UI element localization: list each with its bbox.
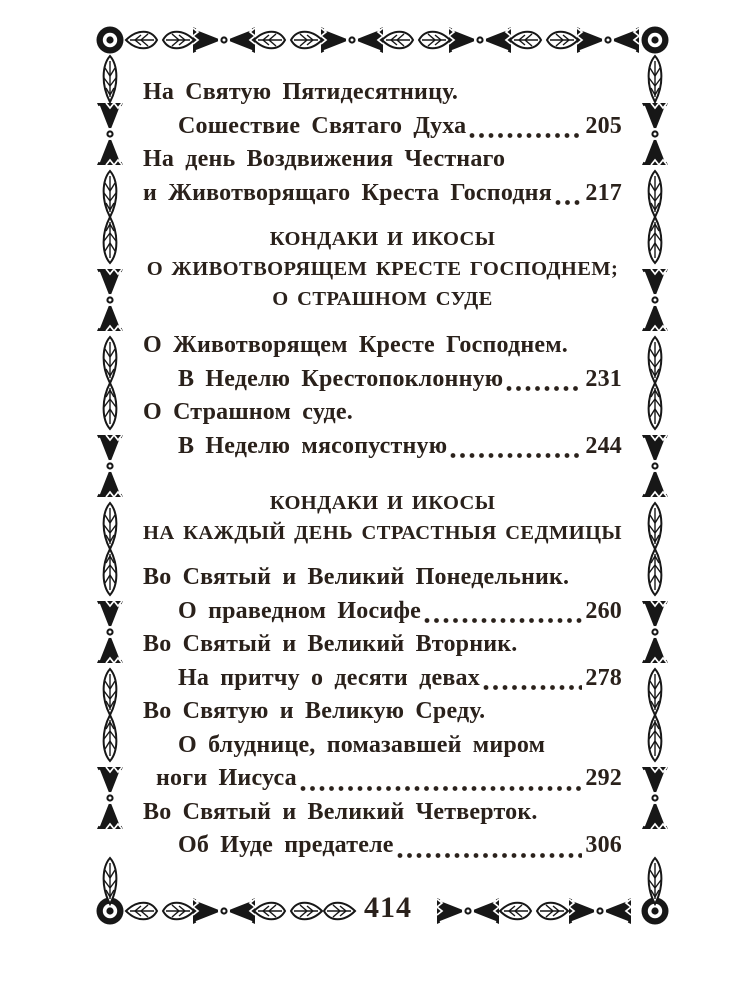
top-border-band <box>126 27 639 53</box>
toc-entry-group <box>143 329 622 463</box>
entry-title: В Неделю Крестопоклонную <box>178 365 504 392</box>
entry-title: О Животворящем Кресте Господнем. <box>143 332 568 358</box>
section-heading <box>143 224 622 314</box>
dot-leader <box>397 852 583 859</box>
dot-leader <box>506 385 582 392</box>
entry-title: На день Воздвижения Честнаго <box>143 146 506 172</box>
entry-page-number: 217 <box>585 179 622 206</box>
entry-page-number: 244 <box>585 432 622 459</box>
toc-entry-group <box>143 561 622 863</box>
toc-line <box>143 628 622 662</box>
right-border-band <box>642 103 668 829</box>
entry-title: Во Святый и Великий Вторник. <box>143 631 518 657</box>
toc-entry-group <box>143 76 622 210</box>
left-border-band <box>97 103 123 829</box>
table-of-contents <box>143 76 622 863</box>
toc-line <box>143 695 622 729</box>
toc-line <box>143 363 622 397</box>
heading-line: КОНДАКИ И ИКОСЫ <box>269 492 496 514</box>
corner-ornament-top-right <box>642 27 669 54</box>
toc-line <box>143 76 622 110</box>
corner-ornament-top-left <box>97 27 124 54</box>
heading-line: О СТРАШНОМ СУДЕ <box>272 288 493 310</box>
toc-line <box>143 729 622 763</box>
entry-title: Сошествие Святаго Духа <box>178 112 467 139</box>
toc-line <box>143 110 622 144</box>
entry-title: О Страшном суде. <box>143 399 353 425</box>
page-number: 414 <box>364 891 412 924</box>
entry-page-number: 260 <box>585 597 622 624</box>
entry-title: Об Иуде предателе <box>178 832 394 858</box>
entry-page-number: 231 <box>585 365 622 392</box>
entry-page-number: 306 <box>585 832 622 858</box>
toc-line <box>143 561 622 595</box>
toc-line <box>143 796 622 830</box>
toc-line <box>143 430 622 464</box>
dot-leader <box>300 785 583 792</box>
entry-title: Во Святый и Великий Четверток. <box>143 798 538 825</box>
entry-title: На Святую Пятидесятницу. <box>143 79 459 105</box>
dot-leader <box>424 617 582 624</box>
toc-line <box>143 177 622 211</box>
entry-title: Во Святый и Великий Понедельник. <box>143 564 570 590</box>
heading-line: О ЖИВОТВОРЯЩЕМ КРЕСТЕ ГОСПОДНЕМ; <box>146 258 619 280</box>
entry-title: На притчу о десяти девах <box>178 664 480 691</box>
toc-line <box>143 829 622 863</box>
toc-line <box>143 329 622 363</box>
dot-leader <box>450 452 582 459</box>
entry-page-number: 278 <box>585 664 622 691</box>
toc-line <box>143 662 622 696</box>
toc-line <box>143 595 622 629</box>
dot-leader <box>483 684 583 691</box>
entry-title: ноги Иисуса <box>156 765 297 791</box>
toc-line <box>143 762 622 796</box>
heading-line: НА КАЖДЫЙ ДЕНЬ СТРАСТНЫЯ СЕДМИЦЫ <box>143 522 622 544</box>
dot-leader <box>469 132 582 139</box>
toc-line <box>143 143 622 177</box>
entry-page-number: 292 <box>585 765 622 791</box>
entry-title: В Неделю мясопустную <box>178 432 448 459</box>
entry-title: Во Святую и Великую Среду. <box>143 698 486 724</box>
entry-page-number: 205 <box>585 112 622 139</box>
section-heading <box>143 488 622 548</box>
heading-line: КОНДАКИ И ИКОСЫ <box>269 228 496 250</box>
entry-title: и Животворящаго Креста Господня <box>143 179 552 206</box>
toc-line <box>143 396 622 430</box>
entry-title: О блуднице, помазавшей миром <box>178 731 546 758</box>
dot-leader <box>555 199 583 206</box>
entry-title: О праведном Иосифе <box>178 597 422 624</box>
